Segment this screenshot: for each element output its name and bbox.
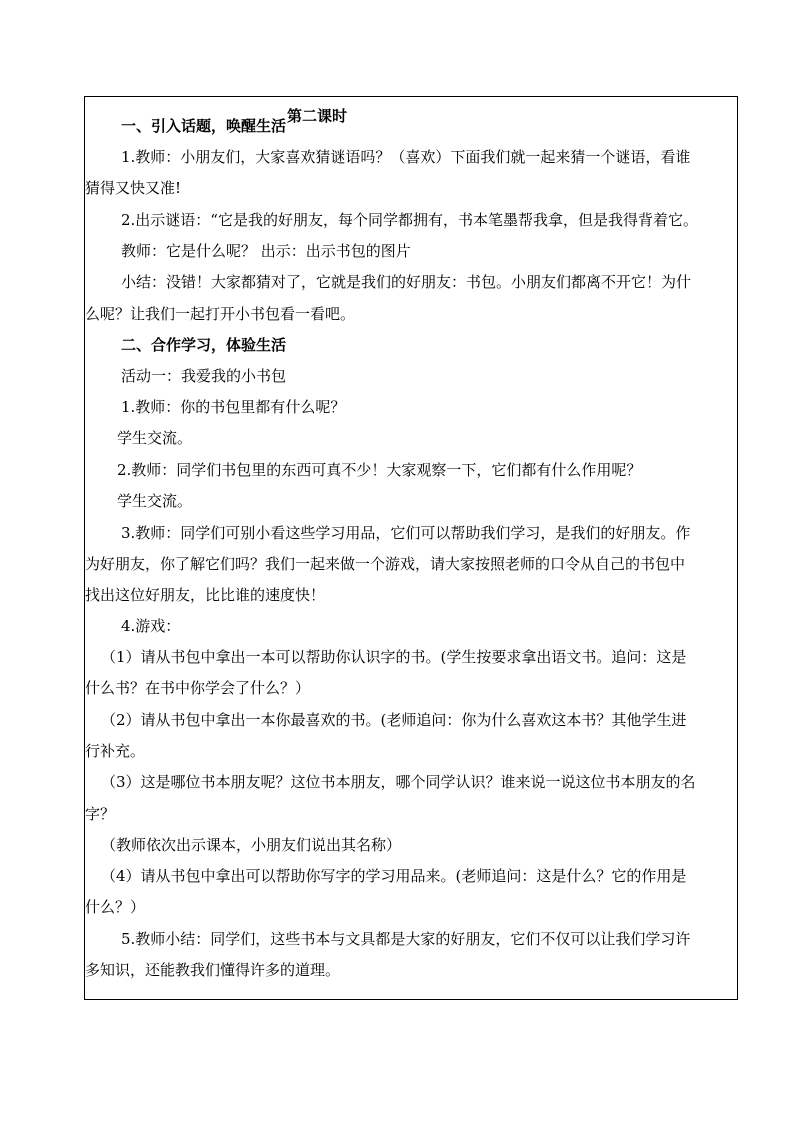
text-line: 行补充。 bbox=[85, 742, 146, 760]
text-line: 猜得又快又准! bbox=[85, 179, 182, 197]
text-line: 什么书？在书中你学会了什么？） bbox=[85, 679, 311, 697]
text-line: 5.教师小结：同学们，这些书本与文具都是大家的好朋友，它们不仅可以让我们学习许 bbox=[121, 930, 691, 948]
text-line: 教师：它是什么呢？ 出示：出示书包的图片 bbox=[121, 242, 411, 260]
text-line: 学生交流。 bbox=[117, 492, 193, 510]
section-heading: 一、引入话题，唤醒生活 bbox=[121, 117, 287, 135]
text-line: （教师依次出示课本，小朋友们说出其名称） bbox=[101, 836, 402, 854]
lesson-frame bbox=[84, 96, 738, 1000]
text-line: 学生交流。 bbox=[117, 429, 193, 447]
text-line: （1）请从书包中拿出一本可以帮助你认识字的书。(学生按要求拿出语文书。追问：这是 bbox=[101, 648, 687, 666]
lesson-title: 第二课时 bbox=[287, 107, 348, 125]
text-line: （2）请从书包中拿出一本你最喜欢的书。(老师追问：你为什么喜欢这本书？其他学生进 bbox=[101, 711, 687, 729]
text-line: 1.教师：小朋友们，大家喜欢猜谜语吗？（喜欢）下面我们就一起来猜一个谜语，看谁 bbox=[121, 148, 691, 166]
text-line: 3.教师：同学们可别小看这些学习用品，它们可以帮助我们学习，是我们的好朋友。作 bbox=[121, 524, 691, 542]
text-line: 字？ bbox=[85, 805, 116, 823]
text-line: 什么？） bbox=[85, 898, 146, 916]
text-line: （4）请从书包中拿出可以帮助你写字的学习用品来。(老师追问：这是什么？它的作用是 bbox=[101, 867, 687, 885]
text-line: 4.游戏： bbox=[121, 617, 181, 635]
text-line: 2.教师：同学们书包里的东西可真不少！大家观察一下，它们都有什么作用呢？ bbox=[117, 461, 642, 479]
text-line: （3）这是哪位书本朋友呢？这位书本朋友，哪个同学认识？谁来说一说这位书本朋友的名 bbox=[101, 773, 696, 791]
text-line: 2.出示谜语：“它是我的好朋友，每个同学都拥有，书本笔墨帮我拿，但是我得背着它。 bbox=[121, 211, 698, 229]
text-line: 多知识，还能教我们懂得许多的道理。 bbox=[85, 961, 341, 979]
text-line: 为好朋友，你了解它们吗？我们一起来做一个游戏，请大家按照老师的口令从自己的书包中 bbox=[85, 555, 686, 573]
section-heading: 二、合作学习，体验生活 bbox=[121, 336, 287, 354]
text-line: 找出这位好朋友，比比谁的速度快！ bbox=[85, 586, 326, 604]
text-line: 小结：没错！大家都猜对了，它就是我们的好朋友：书包。小朋友们都离不开它！为什 bbox=[121, 273, 692, 291]
text-line: 么呢？让我们一起打开小书包看一看吧。 bbox=[85, 305, 356, 323]
text-line: 活动一：我爱我的小书包 bbox=[121, 367, 287, 385]
text-line: 1.教师：你的书包里都有什么呢？ bbox=[121, 398, 346, 416]
